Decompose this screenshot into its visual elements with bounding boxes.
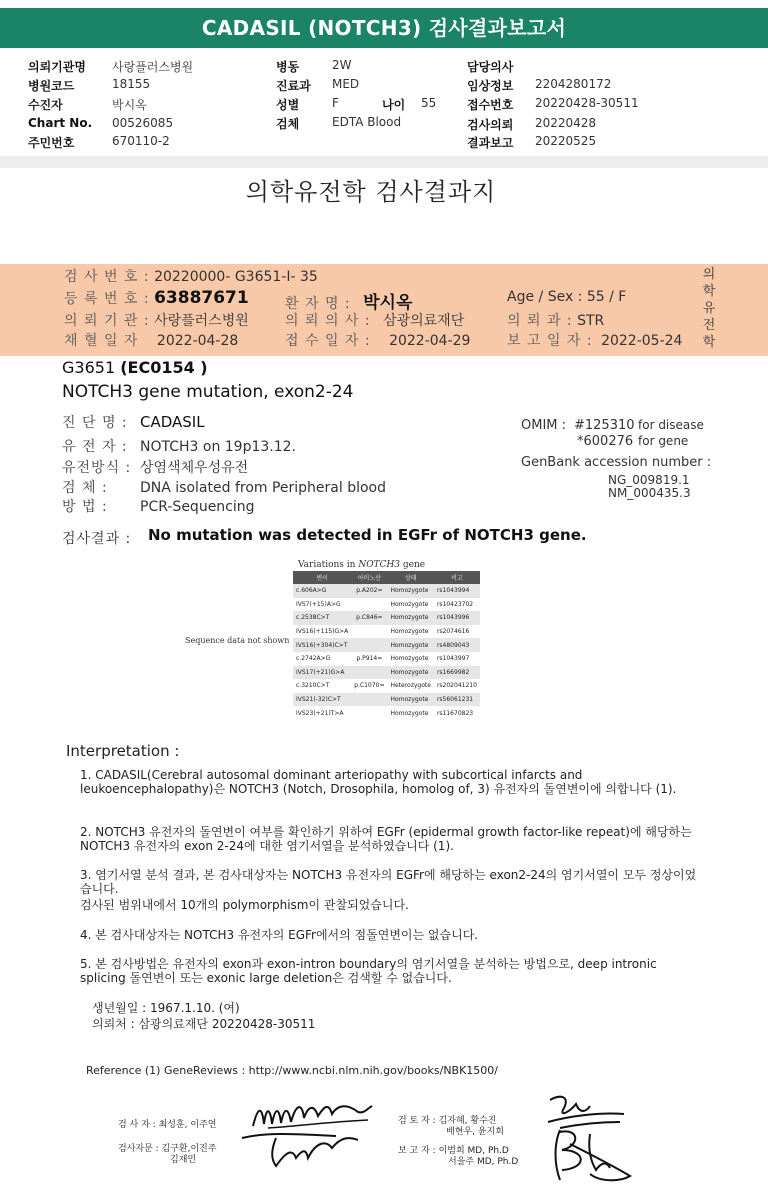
table-cell: IVS16(+304)C>T xyxy=(293,638,351,652)
birth-date: 생년월일 : 1967.1.10. (여) xyxy=(92,1001,240,1015)
table-cell: IVS7(+15)A>G xyxy=(293,598,351,612)
handwritten-signature-4 xyxy=(530,1124,640,1184)
registration-number: 63887671 xyxy=(154,288,249,308)
omim-gene: *600276 xyxy=(577,434,634,449)
request-origin: 의뢰처 : 삼광의료재단 20220428-30511 xyxy=(92,1017,316,1031)
table-cell: rs56061231 xyxy=(434,693,480,707)
method-row: 방 법 : PCR-Sequencing xyxy=(62,499,255,515)
meta-label: 임상정보 xyxy=(467,79,514,93)
table-cell: rs1043994 xyxy=(434,584,480,598)
handwritten-signature-2 xyxy=(236,1128,366,1172)
exam-number: 20220000- G3651-I- 35 xyxy=(154,269,318,285)
table-cell xyxy=(351,706,387,720)
band-label: Age / Sex : xyxy=(507,289,583,305)
omim-disease-note: for disease xyxy=(638,418,704,432)
meta-label: 주민번호 xyxy=(28,136,75,150)
meta-label: 검체 xyxy=(276,117,300,131)
table-header: 아미노산 xyxy=(351,571,387,584)
genbank-accession: NM_000435.3 xyxy=(608,486,691,500)
band-label: 등 록 번 호 : xyxy=(64,291,150,307)
band-label: 채 혈 일 자 xyxy=(64,333,139,349)
omim-disease: #125310 xyxy=(574,418,635,433)
table-cell xyxy=(351,638,387,652)
result-label: 검사결과 : xyxy=(62,531,132,547)
meta-value: 20220525 xyxy=(535,134,597,148)
interpretation-para: 검사된 범위내에서 10개의 polymorphism이 관찰되었습니다. xyxy=(80,898,409,912)
table-cell: Homozygote xyxy=(387,598,433,612)
meta-value: F xyxy=(332,96,339,110)
signature-reviewer: 검 토 자 : 김자혜, 황수진 배현우, 윤지희 xyxy=(398,1116,504,1137)
table-cell: Homozygote xyxy=(387,638,433,652)
specimen-row: 검 체 : DNA isolated from Peripheral blood xyxy=(62,480,387,496)
band-label: 보 고 일 자 : xyxy=(507,333,593,349)
table-row xyxy=(293,706,480,720)
table-row xyxy=(293,625,480,639)
signature-advisor: 검사자문 : 김구환,이진주 김재민 xyxy=(118,1144,217,1165)
table-row xyxy=(293,679,480,693)
table-header: 상태 xyxy=(387,571,433,584)
table-cell xyxy=(351,693,387,707)
meta-value: 670110-2 xyxy=(112,134,170,148)
institution: 사랑플러스병원 xyxy=(154,313,249,329)
table-cell: rs1043996 xyxy=(434,611,480,625)
meta-value: 18155 xyxy=(112,77,151,91)
table-cell: rs10423702 xyxy=(434,598,480,612)
meta-label: 병원코드 xyxy=(28,79,75,93)
table-cell: Homozygote xyxy=(387,652,433,666)
table-cell: Homozygote xyxy=(387,584,433,598)
interpretation-para: 2. NOTCH3 유전자의 돌연변이 여부를 확인하기 위하여 EGFr (epidermal growth factor-like repeat)에 해당하는 NOTCH3 유전자의 exon 2-24에 대한 염기서열을 분석하였습니다 (1). xyxy=(80,825,692,853)
meta-label: 나이 xyxy=(382,98,406,112)
table-cell: c.3210C>T xyxy=(293,679,351,693)
band-label: 의 뢰 의 사 : xyxy=(285,313,371,329)
table-cell: Heterozygote xyxy=(387,679,433,693)
table-cell: IVS16(+115)G>A xyxy=(293,625,351,639)
meta-value: 00526085 xyxy=(112,116,174,130)
table-cell: Homozygote xyxy=(387,666,433,680)
patient-meta xyxy=(0,56,768,156)
table-cell: rs1043997 xyxy=(434,652,480,666)
table-row xyxy=(293,693,480,707)
meta-label: 접수번호 xyxy=(467,98,514,112)
table-cell xyxy=(351,666,387,680)
section-divider xyxy=(0,156,768,168)
department: STR xyxy=(577,313,605,329)
table-cell: p.P914= xyxy=(351,652,387,666)
meta-value: 사랑플러스병원 xyxy=(112,60,194,74)
report-date: 2022-05-24 xyxy=(601,333,683,349)
patient-name: 박시옥 xyxy=(363,293,413,313)
collect-date: 2022-04-28 xyxy=(156,333,239,349)
gene-row: 유 전 자 : NOTCH3 on 19p13.12. xyxy=(62,439,297,455)
table-cell: Homozygote xyxy=(387,611,433,625)
meta-value: 2W xyxy=(332,58,352,72)
table-row xyxy=(293,666,480,680)
table-cell: p.C846= xyxy=(351,611,387,625)
table-cell: rs2074616 xyxy=(434,625,480,639)
signature-tester: 검 사 자 : 최성훈, 이주연 xyxy=(118,1120,217,1130)
receive-date: 2022-04-29 xyxy=(389,333,471,349)
table-cell: c.2742A>G xyxy=(293,652,351,666)
table-row xyxy=(293,611,480,625)
table-cell xyxy=(351,625,387,639)
meta-value: MED xyxy=(332,77,360,91)
test-code: G3651 (EC0154 ) xyxy=(62,358,208,377)
meta-label: 담당의사 xyxy=(467,60,514,74)
table-row xyxy=(293,638,480,652)
table-cell: IVS21(-32)C>T xyxy=(293,693,351,707)
table-row xyxy=(293,652,480,666)
band-label: 의 뢰 기 관 : xyxy=(64,313,150,329)
meta-label: 병동 xyxy=(276,60,300,74)
band-label: 의 뢰 과 : xyxy=(507,313,573,329)
side-vertical-label: 의 학 유 전 학 xyxy=(702,267,716,350)
omim-label: OMIM : xyxy=(521,418,567,433)
age-sex: 55 / F xyxy=(586,289,627,305)
meta-label: 성별 xyxy=(276,98,300,112)
meta-value: 박시옥 xyxy=(112,98,147,112)
report-title: 의학유전학 검사결과지 xyxy=(245,178,497,206)
table-row xyxy=(293,598,480,612)
table-header: 비고 xyxy=(434,571,480,584)
interpretation-title: Interpretation : xyxy=(66,742,180,760)
interpretation-para: 5. 본 검사방법은 유전자의 exon과 exon-intron boundary의 염기서열을 분석하는 방법으로, deep intronic splicing 돌연변이 또는 exonic large deletion은 검색할 수 없습니다. xyxy=(80,957,657,985)
table-cell: rs11670823 xyxy=(434,706,480,720)
band-label: 환 자 명 : xyxy=(285,296,351,312)
meta-label: 진료과 xyxy=(276,79,311,93)
meta-label: 결과보고 xyxy=(467,136,514,150)
sequence-note: Sequence data not shown xyxy=(185,636,290,645)
signature-reporter: 보 고 자 : 이범희 MD, Ph.D 서을주 MD, Ph.D xyxy=(398,1146,519,1167)
table-cell: p.C1070= xyxy=(351,679,387,693)
table-cell: p.A202= xyxy=(351,584,387,598)
variations-table xyxy=(293,571,480,720)
table-cell: Homozygote xyxy=(387,693,433,707)
report-header-title: CADASIL (NOTCH3) 검사결과보고서 xyxy=(0,8,768,48)
interpretation-para: 1. CADASIL(Cerebral autosomal dominant arteriopathy with subcortical infarcts and leukoencephalopathy)은 NOTCH3 (Notch, Drosophila, homolog of, 3) 유전자의 돌연변이에 의합니다 (1). xyxy=(80,768,677,796)
table-cell: rs4809043 xyxy=(434,638,480,652)
table-cell: rs202041210 xyxy=(434,679,480,693)
meta-value: 55 xyxy=(421,96,437,110)
meta-value: EDTA Blood xyxy=(332,115,402,129)
result-text: No mutation was detected in EGFr of NOTCH3 gene. xyxy=(148,526,587,544)
patient-band xyxy=(0,264,768,356)
meta-value: 20220428 xyxy=(535,116,597,130)
meta-label: 수진자 xyxy=(28,98,63,112)
genbank-accession: NG_009819.1 xyxy=(608,473,690,487)
table-cell: Homozygote xyxy=(387,706,433,720)
genbank-label: GenBank accession number : xyxy=(521,455,712,470)
band-label: 접 수 일 자 : xyxy=(285,333,371,349)
meta-label: Chart No. xyxy=(28,116,93,130)
inheritance-row: 유전방식 : 상염색체우성유전 xyxy=(62,460,249,476)
table-cell: c.606A>G xyxy=(293,584,351,598)
interpretation-para: 4. 본 검사대상자는 NOTCH3 유전자의 EGFr에서의 점돌연변이는 없습니다. xyxy=(80,928,479,942)
meta-value: 2204280172 xyxy=(535,77,612,91)
table-row xyxy=(293,584,480,598)
interpretation-para: 3. 염기서열 분석 결과, 본 검사대상자는 NOTCH3 유전자의 EGFr에 해당하는 exon2-24의 염기서열이 모두 정상이었습니다. xyxy=(80,868,697,896)
table-cell xyxy=(351,598,387,612)
table-cell: rs1669982 xyxy=(434,666,480,680)
meta-value: 20220428-30511 xyxy=(535,96,639,110)
meta-label: 검사의뢰 xyxy=(467,118,514,132)
gene-test-title: NOTCH3 gene mutation, exon2-24 xyxy=(62,382,354,402)
table-header: 변이 xyxy=(293,571,351,584)
table-cell: Homozygote xyxy=(387,625,433,639)
table-cell: IVS23(+21)T>A xyxy=(293,706,351,720)
table-cell: IVS17(+21)G>A xyxy=(293,666,351,680)
variations-caption: Variations in NOTCH3 gene xyxy=(298,560,426,570)
omim-gene-note: for gene xyxy=(638,434,689,448)
referring-doctor: 삼광의료재단 xyxy=(383,313,465,329)
band-label: 검 사 번 호 : xyxy=(64,269,150,285)
meta-label: 의뢰기관명 xyxy=(28,60,86,74)
table-cell: c.2538C>T xyxy=(293,611,351,625)
reference: Reference (1) GeneReviews : http://www.ncbi.nlm.nih.gov/books/NBK1500/ xyxy=(86,1064,499,1077)
diagnosis-row: 진 단 명 : CADASIL xyxy=(62,413,205,431)
